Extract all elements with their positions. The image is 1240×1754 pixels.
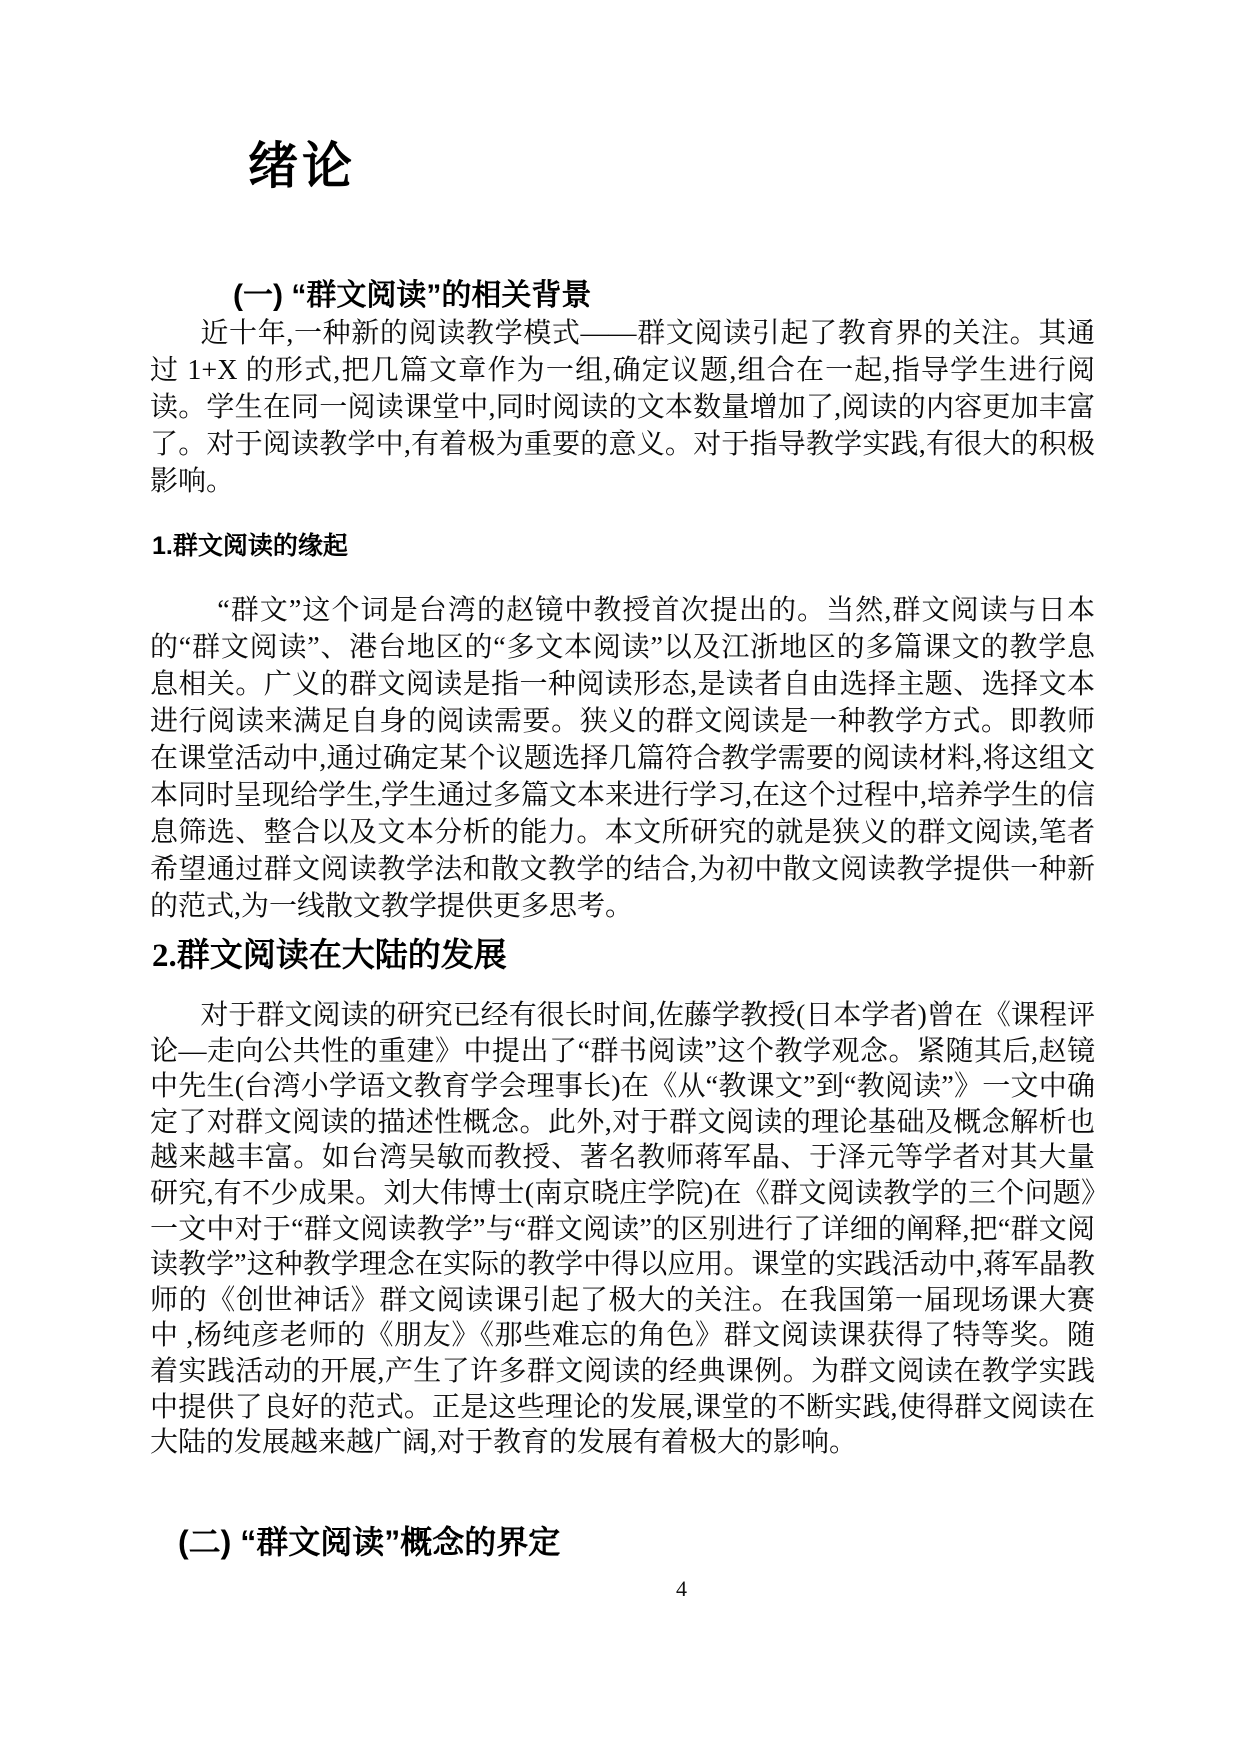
document-title: 绪论	[248, 138, 356, 194]
subsection-1-paragraph: “群文”这个词是台湾的赵镜中教授首次提出的。当然,群文阅读与日本的“群文阅读”、港台地区的“多文本阅读”以及江浙地区的多篇课文的教学息息相关。广义的群文阅读是指一种阅读形态,是读者自由选择主题、选择文本进行阅读来满足自身的阅读需要。狭义的群文阅读是一种教学方式。即教师在课堂活动中,通过确定某个议题选择几篇符合教学需要的阅读材料,将这组文本同时呈现给学生,学生通过多篇文本来进行学习,在这个过程中,培养学生的信息筛选、整合以及文本分析的能力。本文所研究的就是狭义的群文阅读,笔者希望通过群文阅读教学法和散文教学的结合,为初中散文阅读教学提供一种新的范式,为一线散文教学提供更多思考。	[150, 595, 1096, 922]
subsection-2-paragraph: 对于群文阅读的研究已经有很长时间,佐藤学教授(日本学者)曾在《课程评论—走向公共性的重建》中提出了“群书阅读”这个教学观念。紧随其后,赵镜中先生(台湾小学语文教育学会理事长)在《从“教课文”到“教阅读”》一文中确定了对群文阅读的描述性概念。此外,对于群文阅读的理论基础及概念解析也越来越丰富。如台湾吴敏而教授、著名教师蒋军晶、于泽元等学者对其大量研究,有不少成果。刘大伟博士(南京晓庄学院)在《群文阅读教学的三个问题》一文中对于“群文阅读教学”与“群文阅读”的区别进行了详细的阐释,把“群文阅读教学”这种教学理念在实际的教学中得以应用。课堂的实践活动中,蒋军晶教师的《创世神话》群文阅读课引起了极大的关注。在我国第一届现场课大赛中 ,杨纯彦老师的《朋友》《那些难忘的角色》群文阅读课获得了特等奖。随着实践活动的开展,产生了许多群文阅读的经典课例。为群文阅读在教学实践中提供了良好的范式。正是这些理论的发展,课堂的不断实践,使得群文阅读在大陆的发展越来越广阔,对于教育的发展有着极大的影响。	[150, 1000, 1095, 1459]
page-number: 4	[676, 1576, 687, 1601]
section-1-intro-paragraph: 近十年,一种新的阅读教学模式——群文阅读引起了教育界的关注。其通过 1+X 的形式,把几篇文章作为一组,确定议题,组合在一起,指导学生进行阅读。学生在同一阅读课堂中,同时阅读的文本数量增加了,阅读的内容更加丰富了。对于阅读教学中,有着极为重要的意义。对于指导教学实践,有很大的积极影响。	[150, 318, 1095, 497]
section-1-heading: (一) “群文阅读”的相关背景	[233, 279, 592, 312]
subsection-2-heading: 2.群文阅读在大陆的发展	[152, 938, 507, 974]
subsection-1-heading: 1.群文阅读的缘起	[152, 532, 348, 560]
section-2-heading: (二) “群文阅读”概念的界定	[178, 1524, 561, 1560]
